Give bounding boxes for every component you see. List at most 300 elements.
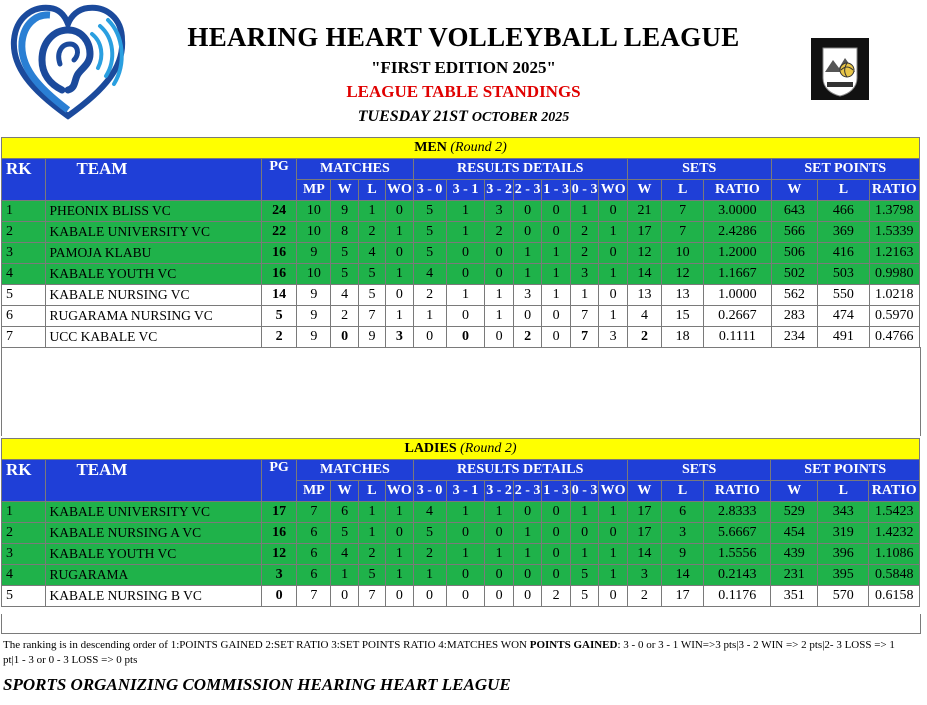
stat-cell: 0.2143	[704, 565, 771, 586]
subcol-13: RATIO	[704, 481, 771, 502]
stat-cell: 0.1176	[704, 586, 771, 607]
stat-cell: 5	[358, 565, 385, 586]
stat-cell: 10	[297, 264, 331, 285]
stat-cell: 0	[599, 285, 628, 306]
stat-cell: 3	[627, 565, 661, 586]
stat-cell: 6	[331, 502, 358, 523]
stat-cell: 0	[331, 327, 358, 348]
stat-cell: 1	[386, 264, 413, 285]
stat-cell: 0	[485, 586, 514, 607]
volleyball-mountain-badge-icon	[811, 38, 869, 100]
stat-cell: 7	[358, 586, 385, 607]
stat-cell: 0	[386, 243, 413, 264]
stat-cell: 343	[818, 502, 869, 523]
stat-cell: 503	[818, 264, 869, 285]
stat-cell: 4	[358, 243, 385, 264]
men-standings-table	[1, 137, 920, 348]
men-header-row	[2, 159, 920, 180]
stat-cell: 10	[662, 243, 704, 264]
subcol-4: 3 - 0	[413, 481, 446, 502]
stat-cell: 0	[599, 586, 628, 607]
subcol-3: WO	[386, 180, 413, 201]
col-results: RESULTS DETAILS	[413, 460, 627, 481]
stat-cell: 2	[570, 222, 599, 243]
team-cell: KABALE NURSING A VC	[46, 523, 261, 544]
pg-cell: 14	[261, 285, 296, 306]
stat-cell: 8	[331, 222, 358, 243]
rank-cell: 5	[2, 285, 46, 306]
stat-cell: 3	[513, 285, 542, 306]
stat-cell: 0	[386, 285, 413, 306]
table-gap-bottom	[1, 614, 921, 634]
stat-cell: 1	[413, 306, 446, 327]
stat-cell: 15	[662, 306, 704, 327]
stat-cell: 0.2667	[704, 306, 771, 327]
rank-cell: 6	[2, 306, 46, 327]
subcol-5: 3 - 1	[446, 180, 485, 201]
divider	[1, 633, 920, 634]
stat-cell: 9	[331, 201, 358, 222]
col-set-points: SET POINTS	[771, 460, 920, 481]
stat-cell: 1	[570, 544, 599, 565]
stat-cell: 1	[446, 502, 485, 523]
subcol-4: 3 - 0	[413, 180, 446, 201]
col-team: TEAM	[46, 159, 261, 201]
team-cell: PHEONIX BLISS VC	[46, 201, 261, 222]
stat-cell: 2	[413, 544, 446, 565]
stat-cell: 319	[818, 523, 869, 544]
table-row	[2, 565, 920, 586]
subcol-12: L	[662, 180, 704, 201]
stat-cell: 1	[358, 502, 385, 523]
stat-cell: 1	[570, 502, 599, 523]
stat-cell: 0	[413, 586, 446, 607]
stat-cell: 5	[413, 222, 446, 243]
rank-cell: 1	[2, 502, 46, 523]
stat-cell: 2	[485, 222, 514, 243]
stat-cell: 5	[331, 243, 358, 264]
stat-cell: 1	[542, 264, 571, 285]
ladies-label: LADIES	[404, 441, 457, 456]
stat-cell: 17	[627, 222, 661, 243]
stat-cell: 6	[297, 544, 331, 565]
stat-cell: 2	[358, 222, 385, 243]
subcol-3: WO	[386, 481, 413, 502]
note-text-1: The ranking is in descending order of 1:POINTS GAINED 2:SET RATIO 3:SET POINTS RATIO 4:MATCHES WON	[3, 639, 530, 651]
stat-cell: 2	[331, 306, 358, 327]
stat-cell: 1	[386, 565, 413, 586]
col-matches: MATCHES	[297, 460, 413, 481]
subcol-6: 3 - 2	[485, 180, 514, 201]
stat-cell: 395	[818, 565, 869, 586]
pg-cell: 22	[261, 222, 296, 243]
stat-cell: 0	[513, 222, 542, 243]
subcol-8: 1 - 3	[542, 180, 571, 201]
stat-cell: 12	[662, 264, 704, 285]
stat-cell: 396	[818, 544, 869, 565]
subcol-6: 3 - 2	[485, 481, 514, 502]
stat-cell: 416	[818, 243, 869, 264]
stat-cell: 1	[599, 544, 628, 565]
stat-cell: 17	[627, 502, 661, 523]
subcol-16: RATIO	[869, 180, 919, 201]
subcol-11: W	[627, 481, 661, 502]
stat-cell: 0	[542, 523, 571, 544]
stat-cell: 9	[662, 544, 704, 565]
rank-cell: 7	[2, 327, 46, 348]
stat-cell: 0	[413, 327, 446, 348]
stat-cell: 0	[513, 502, 542, 523]
subcol-14: W	[771, 180, 818, 201]
stat-cell: 7	[358, 306, 385, 327]
stat-cell: 1	[386, 502, 413, 523]
stat-cell: 3	[599, 327, 628, 348]
team-cell: UCC KABALE VC	[46, 327, 261, 348]
stat-cell: 5	[413, 201, 446, 222]
team-cell: KABALE YOUTH VC	[46, 544, 261, 565]
stat-cell: 1	[446, 222, 485, 243]
edition-label: "FIRST EDITION 2025"	[371, 58, 556, 77]
stat-cell: 0	[542, 502, 571, 523]
stat-cell: 5	[331, 264, 358, 285]
stat-cell: 0.1111	[704, 327, 771, 348]
table-row	[2, 502, 920, 523]
table-row	[2, 523, 920, 544]
subcol-11: W	[627, 180, 661, 201]
pg-cell: 16	[261, 243, 296, 264]
stat-cell: 1	[570, 285, 599, 306]
stat-cell: 2	[542, 586, 571, 607]
stat-cell: 1.0000	[704, 285, 771, 306]
stat-cell: 3	[570, 264, 599, 285]
ranking-note	[3, 638, 913, 668]
subcol-13: RATIO	[704, 180, 771, 201]
stat-cell: 2	[513, 327, 542, 348]
stat-cell: 1.5556	[704, 544, 771, 565]
stat-cell: 1	[446, 201, 485, 222]
stat-cell: 0	[386, 523, 413, 544]
stat-cell: 4	[331, 544, 358, 565]
stat-cell: 4	[413, 264, 446, 285]
stat-cell: 1	[599, 264, 628, 285]
stat-cell: 1.2163	[869, 243, 919, 264]
pg-cell: 0	[261, 586, 296, 607]
ladies-section-label	[2, 439, 920, 460]
subcol-10: WO	[599, 180, 628, 201]
stat-cell: 4	[331, 285, 358, 306]
stat-cell: 3	[386, 327, 413, 348]
stat-cell: 6	[297, 565, 331, 586]
stat-cell: 7	[570, 327, 599, 348]
stat-cell: 1.4232	[869, 523, 920, 544]
stat-cell: 0	[513, 201, 542, 222]
team-cell: PAMOJA KLABU	[46, 243, 261, 264]
pg-cell: 16	[261, 264, 296, 285]
stat-cell: 466	[818, 201, 869, 222]
col-sets: SETS	[627, 460, 771, 481]
standings-subtitle: LEAGUE TABLE STANDINGS	[346, 82, 581, 101]
rank-cell: 3	[2, 243, 46, 264]
stat-cell: 3	[485, 201, 514, 222]
team-cell: KABALE NURSING B VC	[46, 586, 261, 607]
footer-commission: SPORTS ORGANIZING COMMISSION HEARING HEART LEAGUE	[3, 675, 511, 694]
stat-cell: 0	[485, 264, 514, 285]
stat-cell: 1	[542, 243, 571, 264]
stat-cell: 0.5970	[869, 306, 919, 327]
pg-cell: 2	[261, 327, 296, 348]
rank-cell: 2	[2, 523, 46, 544]
subcol-7: 2 - 3	[513, 481, 542, 502]
date-day: TUESDAY 21ST	[357, 108, 468, 125]
col-pg: PG	[261, 460, 296, 502]
pg-cell: 17	[261, 502, 296, 523]
stat-cell: 9	[297, 243, 331, 264]
stat-cell: 1	[513, 264, 542, 285]
stat-cell: 562	[771, 285, 818, 306]
note-text-2: : 3 - 0 or 3 - 1 WIN=>3 pts|3 - 2 WIN => 2 pts|2- 3 LOSS => 1 pt|1 - 3 or 0 - 3 LOSS => 0 pts	[3, 639, 895, 666]
stat-cell: 14	[627, 544, 661, 565]
stat-cell: 439	[771, 544, 818, 565]
rank-cell: 4	[2, 264, 46, 285]
stat-cell: 1	[513, 243, 542, 264]
stat-cell: 13	[662, 285, 704, 306]
stat-cell: 1	[358, 201, 385, 222]
stat-cell: 14	[662, 565, 704, 586]
stat-cell: 1.3798	[869, 201, 919, 222]
stat-cell: 9	[297, 327, 331, 348]
rank-cell: 5	[2, 586, 46, 607]
subcol-15: L	[818, 180, 869, 201]
stat-cell: 1	[485, 544, 514, 565]
stat-cell: 1	[599, 222, 628, 243]
stat-cell: 0.5848	[869, 565, 920, 586]
stat-cell: 9	[297, 285, 331, 306]
stat-cell: 1	[513, 523, 542, 544]
stat-cell: 1	[331, 565, 358, 586]
stat-cell: 2	[627, 586, 661, 607]
stat-cell: 566	[771, 222, 818, 243]
subcol-1: W	[331, 180, 358, 201]
rank-cell: 3	[2, 544, 46, 565]
stat-cell: 0	[485, 327, 514, 348]
stat-cell: 0	[542, 306, 571, 327]
page-header	[0, 0, 927, 137]
stat-cell: 17	[627, 523, 661, 544]
stat-cell: 0	[570, 523, 599, 544]
stat-cell: 0	[446, 327, 485, 348]
stat-cell: 14	[627, 264, 661, 285]
col-pg: PG	[261, 159, 296, 201]
stat-cell: 7	[662, 222, 704, 243]
stat-cell: 1.1667	[704, 264, 771, 285]
table-row	[2, 544, 920, 565]
stat-cell: 1.2000	[704, 243, 771, 264]
stat-cell: 21	[627, 201, 661, 222]
subcol-9: 0 - 3	[570, 180, 599, 201]
stat-cell: 2.4286	[704, 222, 771, 243]
stat-cell: 10	[297, 201, 331, 222]
stat-cell: 0	[331, 586, 358, 607]
stat-cell: 0.6158	[869, 586, 920, 607]
subcol-7: 2 - 3	[513, 180, 542, 201]
team-cell: RUGARAMA	[46, 565, 261, 586]
stat-cell: 7	[297, 502, 331, 523]
table-gap	[1, 347, 921, 436]
col-team: TEAM	[46, 460, 261, 502]
ladies-round: (Round 2)	[460, 441, 517, 456]
stat-cell: 506	[771, 243, 818, 264]
table-row	[2, 222, 920, 243]
stat-cell: 570	[818, 586, 869, 607]
stat-cell: 0	[542, 222, 571, 243]
col-rk: RK	[2, 460, 46, 502]
stat-cell: 1	[599, 502, 628, 523]
stat-cell: 351	[771, 586, 818, 607]
stat-cell: 10	[297, 222, 331, 243]
date-label	[0, 108, 927, 126]
table-row	[2, 306, 920, 327]
pg-cell: 12	[261, 544, 296, 565]
stat-cell: 2	[358, 544, 385, 565]
stat-cell: 5.6667	[704, 523, 771, 544]
stat-cell: 0	[542, 201, 571, 222]
subcol-12: L	[662, 481, 704, 502]
stat-cell: 1	[413, 565, 446, 586]
col-sets: SETS	[627, 159, 771, 180]
stat-cell: 454	[771, 523, 818, 544]
stat-cell: 1	[599, 306, 628, 327]
stat-cell: 2	[413, 285, 446, 306]
stat-cell: 1	[570, 201, 599, 222]
stat-cell: 474	[818, 306, 869, 327]
stat-cell: 1	[386, 306, 413, 327]
stat-cell: 369	[818, 222, 869, 243]
pg-cell: 3	[261, 565, 296, 586]
subcol-10: WO	[599, 481, 628, 502]
stat-cell: 5	[413, 243, 446, 264]
stat-cell: 1	[485, 306, 514, 327]
subcol-2: L	[358, 481, 385, 502]
stat-cell: 0	[513, 306, 542, 327]
stat-cell: 1.5423	[869, 502, 920, 523]
pg-cell: 16	[261, 523, 296, 544]
note-bold: POINTS GAINED	[529, 639, 618, 651]
stat-cell: 7	[570, 306, 599, 327]
team-cell: KABALE YOUTH VC	[46, 264, 261, 285]
stat-cell: 0	[542, 327, 571, 348]
stat-cell: 0	[386, 201, 413, 222]
table-row	[2, 285, 920, 306]
stat-cell: 0	[599, 201, 628, 222]
table-row	[2, 586, 920, 607]
stat-cell: 0	[446, 586, 485, 607]
stat-cell: 5	[413, 523, 446, 544]
stat-cell: 1	[542, 285, 571, 306]
stat-cell: 0	[542, 544, 571, 565]
team-cell: RUGARAMA NURSING VC	[46, 306, 261, 327]
col-matches: MATCHES	[297, 159, 413, 180]
stat-cell: 643	[771, 201, 818, 222]
stat-cell: 1	[513, 544, 542, 565]
stat-cell: 13	[627, 285, 661, 306]
stat-cell: 4	[413, 502, 446, 523]
pg-cell: 5	[261, 306, 296, 327]
stat-cell: 2.8333	[704, 502, 771, 523]
table-row	[2, 327, 920, 348]
stat-cell: 1	[386, 544, 413, 565]
stat-cell: 502	[771, 264, 818, 285]
stat-cell: 2	[627, 327, 661, 348]
stat-cell: 0	[485, 565, 514, 586]
stat-cell: 1	[446, 544, 485, 565]
stat-cell: 234	[771, 327, 818, 348]
stat-cell: 3.0000	[704, 201, 771, 222]
pg-cell: 24	[261, 201, 296, 222]
ladies-standings-table	[1, 438, 920, 607]
stat-cell: 6	[662, 502, 704, 523]
stat-cell: 529	[771, 502, 818, 523]
team-cell: KABALE UNIVERSITY VC	[46, 222, 261, 243]
subcol-16: RATIO	[869, 481, 920, 502]
stat-cell: 6	[297, 523, 331, 544]
subcol-14: W	[771, 481, 818, 502]
col-rk: RK	[2, 159, 46, 201]
stat-cell: 3	[662, 523, 704, 544]
stat-cell: 491	[818, 327, 869, 348]
stat-cell: 0	[446, 306, 485, 327]
col-set-points: SET POINTS	[771, 159, 919, 180]
stat-cell: 1	[485, 502, 514, 523]
stat-cell: 0	[513, 565, 542, 586]
stat-cell: 4	[627, 306, 661, 327]
subcol-2: L	[358, 180, 385, 201]
men-label: MEN	[414, 140, 447, 155]
stat-cell: 5	[570, 586, 599, 607]
stat-cell: 0	[599, 523, 628, 544]
stat-cell: 2	[570, 243, 599, 264]
table-row	[2, 243, 920, 264]
stat-cell: 5	[358, 285, 385, 306]
subcol-15: L	[818, 481, 869, 502]
col-results: RESULTS DETAILS	[413, 159, 627, 180]
stat-cell: 12	[627, 243, 661, 264]
stat-cell: 0	[485, 523, 514, 544]
stat-cell: 1	[358, 523, 385, 544]
stat-cell: 0.9980	[869, 264, 919, 285]
stat-cell: 5	[358, 264, 385, 285]
subcol-1: W	[331, 481, 358, 502]
team-cell: KABALE UNIVERSITY VC	[46, 502, 261, 523]
date-rest: OCTOBER 2025	[471, 110, 570, 125]
stat-cell: 1.1086	[869, 544, 920, 565]
stat-cell: 231	[771, 565, 818, 586]
rank-cell: 4	[2, 565, 46, 586]
stat-cell: 9	[297, 306, 331, 327]
stat-cell: 5	[570, 565, 599, 586]
stat-cell: 7	[297, 586, 331, 607]
subcol-0: MP	[297, 481, 331, 502]
stat-cell: 0	[513, 586, 542, 607]
subcol-9: 0 - 3	[570, 481, 599, 502]
ladies-header-row	[2, 460, 920, 481]
subcol-5: 3 - 1	[446, 481, 485, 502]
team-cell: KABALE NURSING VC	[46, 285, 261, 306]
stat-cell: 1	[386, 222, 413, 243]
men-section-label	[2, 138, 920, 159]
stat-cell: 7	[662, 201, 704, 222]
stat-cell: 0	[446, 523, 485, 544]
rank-cell: 2	[2, 222, 46, 243]
